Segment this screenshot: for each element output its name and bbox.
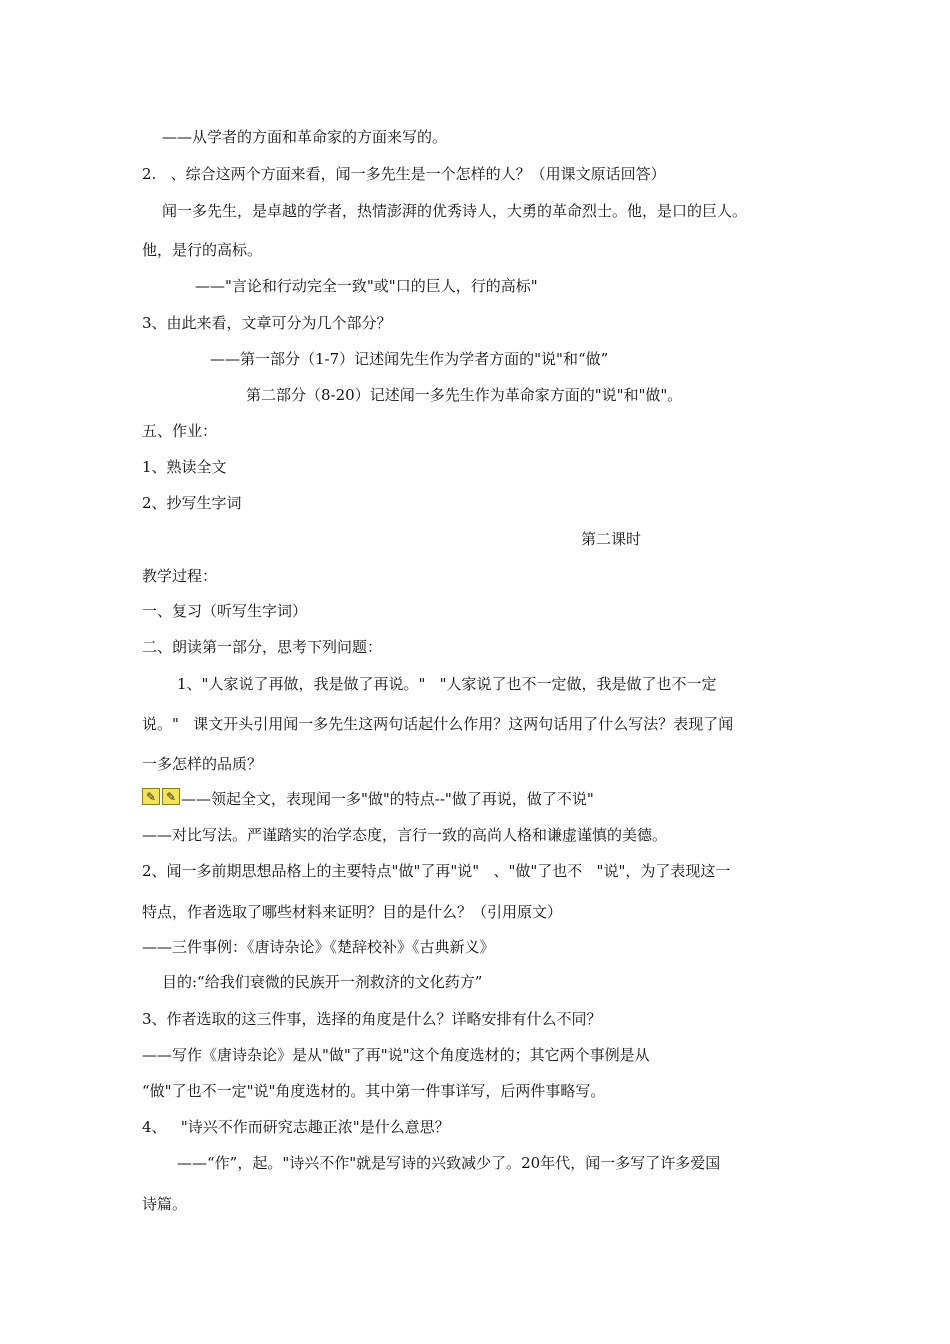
text-line: 特点，作者选取了哪些材料来证明？目的是什么？（引用原文） [142, 903, 563, 921]
text-line: 第二部分（8-20）记述闻一多先生作为革命家方面的"说"和"做"。 [246, 386, 683, 404]
text-line: 目的:“给我们衰微的民族开一剂救济的文化药方” [162, 973, 483, 991]
text-line: ——写作《唐诗杂论》是从"做"了再"说"这个角度选材的；其它两个事例是从 [142, 1046, 650, 1064]
text-line: ——领起全文，表现闻一多"做"的特点--"做了再说，做了不说" [181, 790, 594, 808]
list-item: 2、抄写生字词 [142, 494, 242, 512]
text-line: ——从学者的方面和革命家的方面来写的。 [162, 128, 448, 146]
text-line: 诗篇。 [142, 1195, 188, 1213]
text-line: “做"了也不一定"说"角度选材的。其中第一件事详写，后两件事略写。 [142, 1082, 606, 1100]
section-heading: 五、作业： [142, 422, 218, 440]
text-line: 一多怎样的品质？ [142, 755, 263, 773]
text-line: ——"言论和行动完全一致"或"口的巨人，行的高标" [195, 277, 538, 295]
question-3: 3、由此来看，文章可分为几个部分？ [142, 314, 392, 332]
text-line: ——对比写法。严谨踏实的治学态度，言行一致的高尚人格和谦虚谨慎的美德。 [142, 826, 668, 844]
question-4: 4、 "诗兴不作而研究志趣正浓"是什么意思？ [142, 1118, 450, 1136]
edit-marker-icon: ✎ [162, 788, 180, 805]
list-item: 1、熟读全文 [142, 458, 227, 476]
question-1: 1、"人家说了再做，我是做了再说。" "人家说了也不一定做，我是做了也不一定 [177, 675, 717, 693]
question-2: 2. 、综合这两个方面来看，闻一多先生是一个怎样的人？（用课文原话回答） [142, 165, 666, 183]
section-heading: 教学过程： [142, 567, 218, 585]
text-line: 说。" 课文开头引用闻一多先生这两句话起什么作用？这两句话用了什么写法？表现了闻 [142, 715, 734, 733]
edit-marker-icon: ✎ [142, 788, 160, 805]
question-3: 3、作者选取的这三件事，选择的角度是什么？详略安排有什么不同？ [142, 1010, 602, 1028]
edit-markers [142, 788, 180, 805]
lesson-title: 第二课时 [581, 530, 642, 548]
text-line: 他，是行的高标。 [142, 241, 263, 259]
text-line: 闻一多先生，是卓越的学者，热情澎湃的优秀诗人，大勇的革命烈士。他，是口的巨人。 [162, 202, 748, 220]
section-heading: 一、复习（听写生字词） [142, 602, 308, 620]
text-line: ——第一部分（1-7）记述闻先生作为学者方面的"说"和“做” [210, 350, 609, 368]
section-heading: 二、朗读第一部分，思考下列问题： [142, 638, 383, 656]
text-line: ——“作”，起。"诗兴不作"就是写诗的兴致减少了。20年代，闻一多写了许多爱国 [177, 1154, 721, 1172]
question-2: 2、闻一多前期思想品格上的主要特点"做"了再"说" 、"做"了也不 "说"，为了表现这一 [142, 862, 731, 880]
text-line: ——三件事例：《唐诗杂论》《楚辞校补》《古典新义》 [142, 938, 495, 956]
